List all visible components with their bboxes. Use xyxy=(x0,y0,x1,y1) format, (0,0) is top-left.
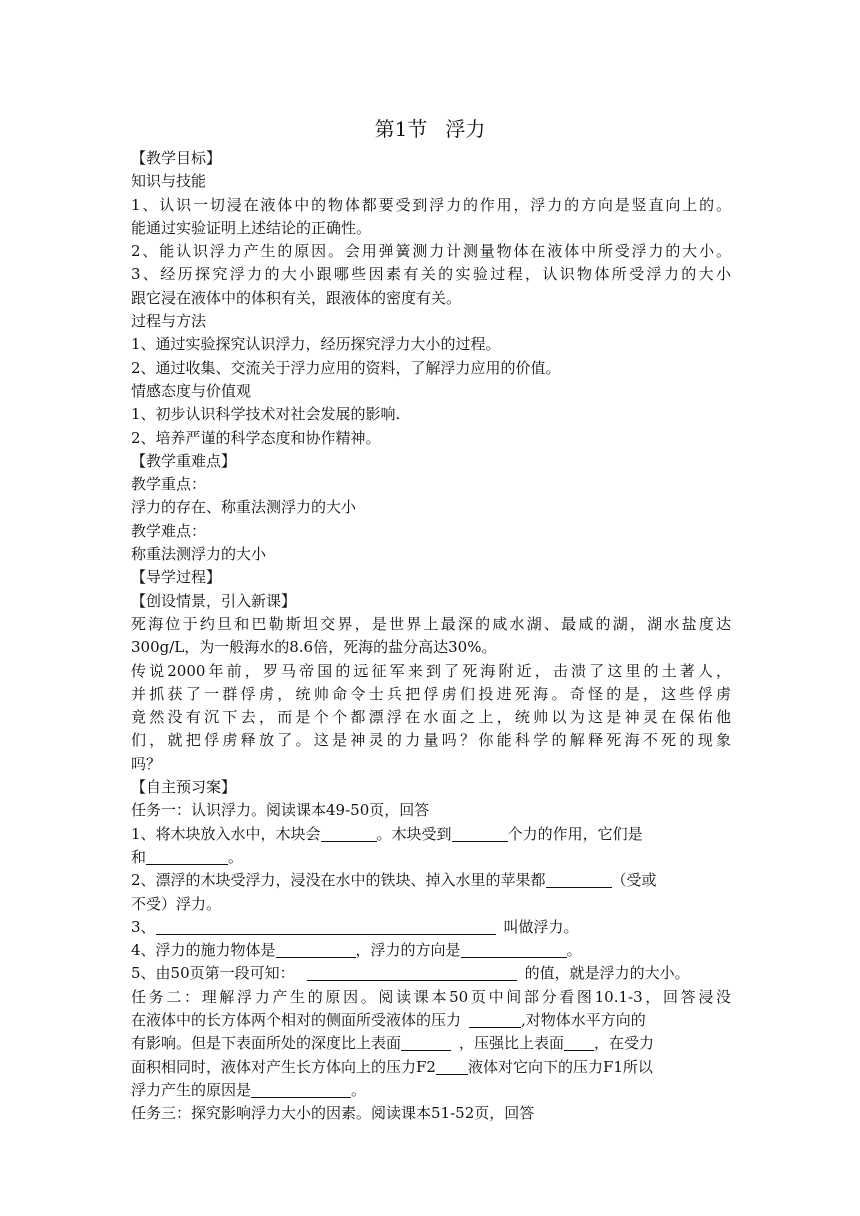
intro-line: 吗？ xyxy=(131,754,162,773)
answer-blank[interactable] xyxy=(321,825,377,842)
task2-line: 面积相同时，液体对产生长方体向上的压力F2 液体对它向下的压力F1所以 xyxy=(131,1057,653,1076)
answer-blank[interactable] xyxy=(546,871,612,888)
objective-line: 1、通过实验探究认识浮力，经历探究浮力大小的过程。 xyxy=(131,335,501,354)
task3-title: 任务三：探究影响浮力大小的因素。阅读课本51-52页，回答 xyxy=(131,1104,535,1123)
task2-line: 任务二：理解浮力产生的原因。阅读课本50页中间部分看图10.1-3，回答浸没 xyxy=(131,987,731,1006)
objective-line: 1、初步认识科学技术对社会发展的影响. xyxy=(131,405,401,424)
answer-blank[interactable] xyxy=(276,941,356,958)
section-heading-preview: 【自主预习案】 xyxy=(131,778,237,797)
task1-question-2-cont: 不受）浮力。 xyxy=(131,894,222,913)
answer-blank[interactable] xyxy=(436,1058,468,1075)
subheading-intro: 【创设情景，引入新课】 xyxy=(131,591,297,610)
objective-line: 1、认识一切浸在液体中的物体都要受到浮力的作用，浮力的方向是竖直向上的。 xyxy=(131,195,731,214)
chapter-topic: 浮力 xyxy=(445,117,486,141)
focus-text: 浮力的存在、称重法测浮力的大小 xyxy=(131,498,357,517)
intro-line: 竟然没有沉下去，而是个个都漂浮在水面之上，统帅以为这是神灵在保佑他 xyxy=(131,708,731,727)
task1-question-3: 3、 叫做浮力。 xyxy=(131,917,579,936)
intro-line: 们，就把俘虏释放了。这是神灵的力量吗？你能科学的解释死海不死的现象 xyxy=(131,731,731,750)
answer-blank[interactable] xyxy=(251,1081,351,1098)
section-heading-key-points: 【教学重难点】 xyxy=(131,451,237,470)
objective-line: 3、经历探究浮力的大小跟哪些因素有关的实验过程，认识物体所受浮力的大小 xyxy=(131,265,731,284)
subheading-process: 过程与方法 xyxy=(131,312,207,331)
intro-line: 并抓获了一群俘虏，统帅命令士兵把俘虏们投进死海。奇怪的是，这些俘虏 xyxy=(131,684,731,703)
intro-line: 300g/L，为一般海水的8.6倍，死海的盐分高达30%。 xyxy=(131,638,497,657)
task2-line: 浮力产生的原因是 。 xyxy=(131,1080,367,1099)
subheading-knowledge: 知识与技能 xyxy=(131,172,207,191)
answer-blank[interactable] xyxy=(156,918,496,935)
section-heading-objectives: 【教学目标】 xyxy=(131,149,222,167)
objective-line: 2、通过收集、交流关于浮力应用的资料，了解浮力应用的价值。 xyxy=(131,358,561,377)
section-heading-guide: 【导学过程】 xyxy=(131,568,222,587)
answer-blank[interactable] xyxy=(452,825,508,842)
task1-question-1: 1、将木块放入水中，木块会 。木块受到 个力的作用，它们是 xyxy=(131,824,643,843)
answer-blank[interactable] xyxy=(461,941,567,958)
task1-question-2: 2、漂浮的木块受浮力，浸没在水中的铁块、掉入水里的苹果都 （受或 xyxy=(131,871,657,890)
chapter-number: 第1节 xyxy=(374,117,428,141)
answer-blank[interactable] xyxy=(307,964,517,981)
document-body xyxy=(131,147,731,1125)
objective-line: 能通过实验证明上述结论的正确性。 xyxy=(131,218,372,237)
task2-line: 有影响。但是下表面所处的深度比上表面 ，压强比上表面 ，在受力 xyxy=(131,1034,655,1053)
task2-line: 在液体中的长方体两个相对的侧面所受液体的压力 ,对物体水平方向的 xyxy=(131,1010,646,1029)
intro-line: 死海位于约旦和巴勒斯坦交界，是世界上最深的咸水湖、最咸的湖，湖水盐度达 xyxy=(131,614,731,633)
intro-line: 传说2000年前，罗马帝国的远征军来到了死海附近，击溃了这里的土著人， xyxy=(131,661,731,680)
page-title xyxy=(0,115,860,143)
difficulty-label: 教学难点： xyxy=(131,521,207,540)
task1-title: 任务一：认识浮力。阅读课本49-50页，回答 xyxy=(131,801,430,820)
task1-question-5: 5、由50页第一段可知： 的值，就是浮力的大小。 xyxy=(131,964,690,983)
subheading-emotion: 情感态度与价值观 xyxy=(131,381,252,400)
focus-label: 教学重点： xyxy=(131,475,207,494)
answer-blank[interactable] xyxy=(146,848,228,865)
task1-question-4: 4、浮力的施力物体是 ，浮力的方向是 。 xyxy=(131,941,582,960)
answer-blank[interactable] xyxy=(469,1011,521,1028)
objective-line: 跟它浸在液体中的体积有关，跟液体的密度有关。 xyxy=(131,288,462,307)
answer-blank[interactable] xyxy=(564,1034,594,1051)
task1-question-1-cont: 和 。 xyxy=(131,847,244,866)
answer-blank[interactable] xyxy=(401,1034,451,1051)
objective-line: 2、能认识浮力产生的原因。会用弹簧测力计测量物体在液体中所受浮力的大小。 xyxy=(131,242,731,261)
objective-line: 2、培养严谨的科学态度和协作精神。 xyxy=(131,428,381,447)
difficulty-text: 称重法测浮力的大小 xyxy=(131,545,267,564)
